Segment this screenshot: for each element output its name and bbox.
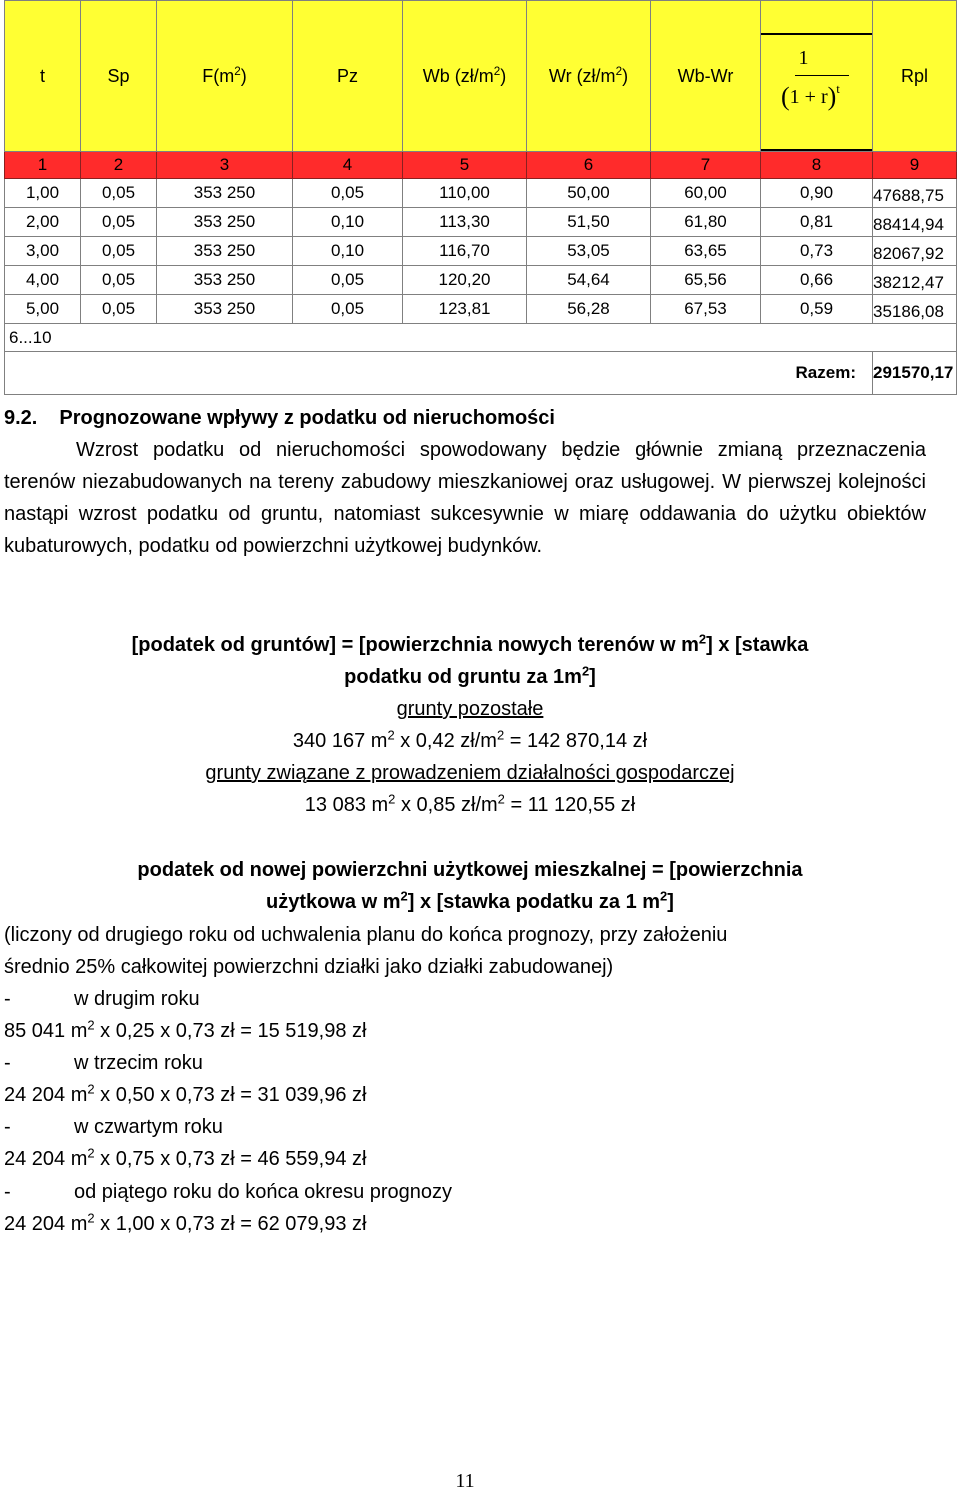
- land-tax-formula-line1: [podatek od gruntów] = [powierzchnia nowych terenów w $m^2$] x [stawka: [131, 631, 809, 656]
- tax-table: [4, 0, 957, 395]
- table-cell: 120,20: [403, 266, 527, 295]
- table-cell: 353 250: [157, 208, 293, 237]
- formula-numerator: 1: [798, 47, 809, 69]
- table-cell: 2,00: [5, 208, 81, 237]
- column-number: 1: [5, 152, 81, 179]
- land-tax-formula-line2: podatku od gruntu za $1m^2$]: [344, 663, 596, 688]
- list-item: - w trzecim roku: [4, 1052, 203, 1074]
- table-cell: 353 250: [157, 295, 293, 324]
- total-label: Razem:: [761, 352, 873, 395]
- table-cell: 0,10: [293, 208, 403, 237]
- list-item-calc: 24 204 $m^2$ x 0,50 x 0,73 zł = 31 039,96 zł: [4, 1081, 367, 1106]
- building-tax-note-line1: (liczony od drugiego roku od uchwalenia planu do końca prognozy, przy założeniu: [4, 924, 728, 946]
- column-number: 8: [761, 152, 873, 179]
- list-item: - w drugim roku: [4, 988, 200, 1010]
- table-cell: 0,10: [293, 237, 403, 266]
- table-cell: 61,80: [651, 208, 761, 237]
- table-cell: 6...10: [5, 324, 957, 352]
- land-group1-label: grunty pozostałe: [396, 698, 544, 720]
- table-cell: 35186,08: [873, 295, 957, 324]
- table-cell: 0,73: [761, 237, 873, 266]
- header-t: t: [5, 1, 81, 152]
- formula-denominator: $(1 + r)^t$: [781, 81, 840, 111]
- table-total-row: [5, 352, 957, 395]
- table-row: [5, 237, 957, 266]
- table-cell: 53,05: [527, 237, 651, 266]
- table-cell: 63,65: [651, 237, 761, 266]
- table-cell: 0,05: [293, 295, 403, 324]
- table-cell: 50,00: [527, 179, 651, 208]
- list-item: - w czwartym roku: [4, 1116, 223, 1138]
- table-cell: 353 250: [157, 179, 293, 208]
- section-title: Prognozowane wpływy z podatku od nieruchomości: [59, 407, 555, 429]
- header-pz: Pz: [293, 1, 403, 152]
- section-number: 9.2.: [4, 407, 38, 429]
- table-cell: 0,05: [81, 179, 157, 208]
- building-tax-formula-line1: podatek od nowej powierzchni użytkowej mieszkalnej = [powierzchnia: [137, 859, 803, 881]
- list-item-calc: 85 041 $m^2$ x 0,25 x 0,73 zł = 15 519,98 zł: [4, 1017, 367, 1042]
- column-number: 3: [157, 152, 293, 179]
- table-cell: 110,00: [403, 179, 527, 208]
- total-value: 291570,17: [873, 352, 957, 395]
- table-cell: 65,56: [651, 266, 761, 295]
- column-number-row: [5, 152, 957, 179]
- table-cell: 88414,94: [873, 208, 957, 237]
- table-cell: 353 250: [157, 266, 293, 295]
- header-rpl: Rpl: [873, 1, 957, 152]
- column-number: 7: [651, 152, 761, 179]
- table-cell: 0,81: [761, 208, 873, 237]
- table-cell: 56,28: [527, 295, 651, 324]
- table-cell: 0,59: [761, 295, 873, 324]
- table-cell: 47688,75: [873, 179, 957, 208]
- building-tax-note-line2: średnio 25% całkowitej powierzchni działki jako działki zabudowanej): [4, 956, 614, 978]
- section-heading: [4, 402, 926, 434]
- building-tax-formula-line2: użytkowa w $m^2$] x [stawka podatku za 1 $m^2$]: [266, 888, 674, 913]
- header-wb-wr: Wb-Wr: [651, 1, 761, 152]
- table-row: [5, 266, 957, 295]
- table-cell: 113,30: [403, 208, 527, 237]
- land-group2-label: grunty związane z prowadzeniem działalności gospodarczej: [205, 762, 735, 784]
- table-cell: 1,00: [5, 179, 81, 208]
- land-group2-calc: 13 083 $m^2$ x 0,85 $zł/m^2 = 11$ 120,55 zł: [304, 791, 636, 816]
- column-number: 6: [527, 152, 651, 179]
- column-number: 5: [403, 152, 527, 179]
- header-wb: Wb $(zł/m^2)$: [403, 1, 527, 152]
- table-row-years-6-10: [5, 324, 957, 352]
- header-discount-formula: [761, 1, 873, 152]
- column-number: 4: [293, 152, 403, 179]
- table-cell: 353 250: [157, 237, 293, 266]
- list-item: - od piątego roku do końca okresu prognozy: [4, 1181, 453, 1203]
- section-paragraph: Wzrost podatku od nieruchomości spowodowany będzie głównie zmianą przeznaczenia terenów niezabudowanych na tereny zabudowy mieszkaniowej oraz usługowej. W pierwszej kolejności nastąpi wzrost podatku od gruntu, natomiast sukcesywnie w miarę oddawania do użytku obiektów kubaturowych, podatku od powierzchni użytkowej budynków.: [4, 439, 926, 557]
- table-cell: 38212,47: [873, 266, 957, 295]
- header-wr: Wr $(zł/m^2)$: [527, 1, 651, 152]
- table-cell: 116,70: [403, 237, 527, 266]
- table-row: [5, 179, 957, 208]
- table-cell: 0,05: [81, 208, 157, 237]
- page-number: 11: [455, 1470, 475, 1492]
- list-item-calc: 24 204 $m^2$ x 0,75 x 0,73 zł = 46 559,94 zł: [4, 1145, 367, 1170]
- table-header-row: [5, 1, 957, 152]
- table-row: [5, 295, 957, 324]
- table-row: [5, 208, 957, 237]
- table-cell: 5,00: [5, 295, 81, 324]
- land-group1-calc: 340 167 $m^2$ x 0,42 $zł/m^2 = 142$ 870,14 zł: [292, 727, 648, 752]
- table-cell: 123,81: [403, 295, 527, 324]
- table-cell: 0,05: [81, 295, 157, 324]
- table-cell: 0,90: [761, 179, 873, 208]
- table-cell: 51,50: [527, 208, 651, 237]
- table-cell: 3,00: [5, 237, 81, 266]
- list-item-calc: 24 204 $m^2$ x 1,00 x 0,73 zł = 62 079,93 zł: [4, 1210, 367, 1235]
- header-f: $F(m^2)$: [157, 1, 293, 152]
- table-cell: 4,00: [5, 266, 81, 295]
- column-number: 9: [873, 152, 957, 179]
- table-cell: 67,53: [651, 295, 761, 324]
- column-number: 2: [81, 152, 157, 179]
- table-cell: 0,05: [293, 179, 403, 208]
- table-cell: 54,64: [527, 266, 651, 295]
- table-cell: 0,05: [293, 266, 403, 295]
- table-cell: 0,66: [761, 266, 873, 295]
- table-cell: 60,00: [651, 179, 761, 208]
- header-sp: Sp: [81, 1, 157, 152]
- table-cell: 0,05: [81, 237, 157, 266]
- table-cell: 82067,92: [873, 237, 957, 266]
- table-cell: 0,05: [81, 266, 157, 295]
